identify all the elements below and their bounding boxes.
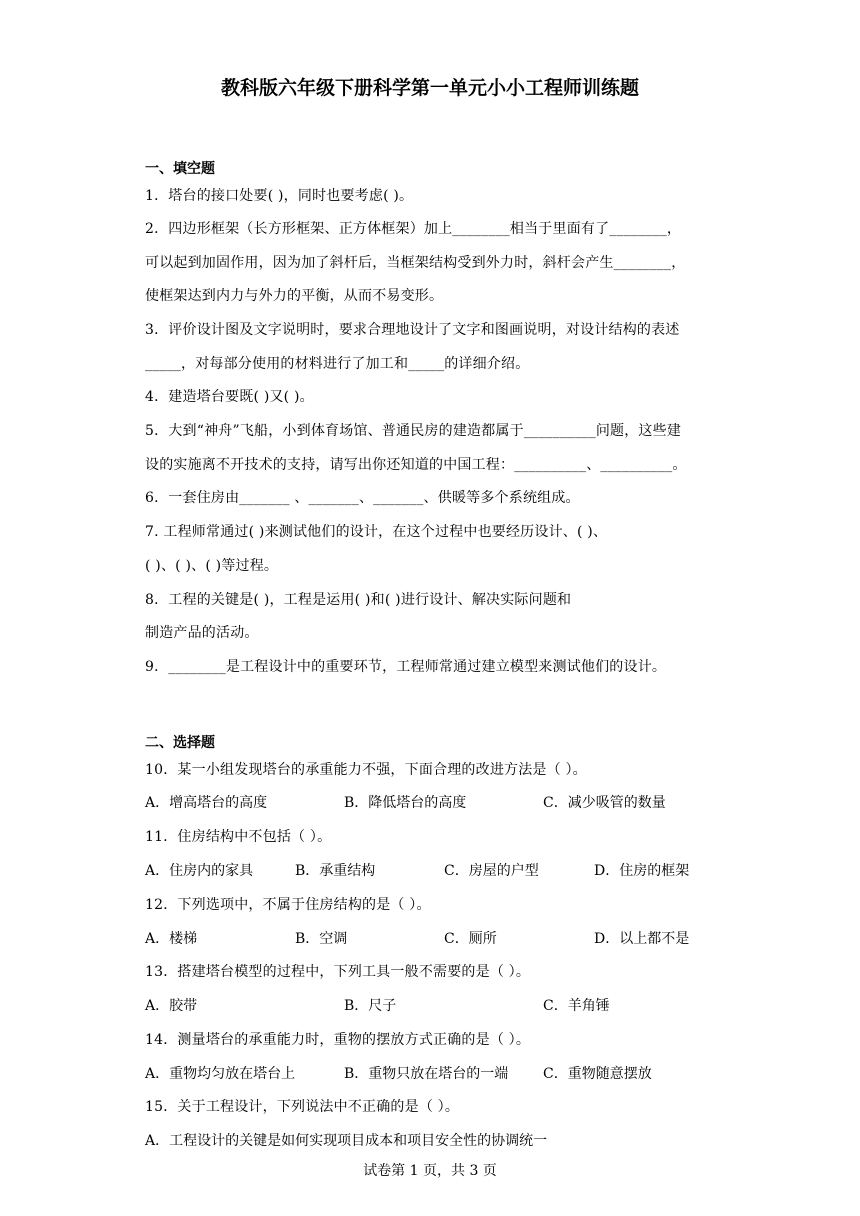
- question-line: ( )、( )、( )等过程。: [145, 558, 279, 574]
- page-footer: 试卷第 1 页，共 3 页: [363, 1163, 497, 1179]
- page-title: 教科版六年级下册科学第一单元小小工程师训练题: [220, 77, 639, 99]
- option[interactable]: A．增高塔台的高度: [145, 795, 268, 811]
- options-row: [145, 929, 715, 949]
- option[interactable]: A．住房内的家具: [145, 863, 254, 879]
- question-stem: 15．关于工程设计，下列说法中不正确的是（ ）。: [145, 1099, 460, 1115]
- option[interactable]: B．重物只放在塔台的一端: [344, 1066, 509, 1082]
- question-stem: 10．某一小组发现塔台的承重能力不强，下面合理的改进方法是（ ）。: [145, 762, 587, 778]
- question-stem: 11．住房结构中不包括（ ）。: [145, 829, 332, 845]
- options-row: [145, 861, 715, 881]
- question-line: 使框架达到内力与外力的平衡，从而不易变形。: [145, 288, 444, 304]
- question-line: 4．建造塔台要既( )又( )。: [145, 389, 314, 405]
- question-line: 3．评价设计图及文字说明时，要求合理地设计了文字和图画说明，对设计结构的表述: [145, 322, 680, 338]
- question-stem: 12．下列选项中，不属于住房结构的是（ ）。: [145, 897, 431, 913]
- option[interactable]: C．减少吸管的数量: [543, 795, 666, 811]
- option[interactable]: A．楼梯: [145, 931, 198, 947]
- options-row: [145, 793, 715, 813]
- option[interactable]: A．胶带: [145, 998, 198, 1014]
- options-row: [145, 996, 715, 1016]
- question-line: 8．工程的关键是( )，工程是运用( )和( )进行设计、解决实际问题和: [145, 592, 572, 608]
- question-line: 设的实施离不开技术的支持，请写出你还知道的中国工程：__________、__________。: [145, 457, 687, 473]
- section-heading-fill-in: 一、填空题: [145, 161, 215, 177]
- option[interactable]: B．承重结构: [295, 863, 376, 879]
- question-line: 5．大到“神舟”飞船，小到体育场馆、普通民房的建造都属于__________问题，这些建: [145, 423, 682, 439]
- question-line: 制造产品的活动。: [145, 625, 259, 641]
- option[interactable]: C．房屋的户型: [444, 863, 539, 879]
- options-row: [145, 1064, 715, 1084]
- question-line: 7. 工程师常通过( )来测试他们的设计，在这个过程中也要经历设计、( )、: [145, 524, 608, 540]
- option[interactable]: B．尺子: [344, 998, 397, 1014]
- option[interactable]: B．降低塔台的高度: [344, 795, 467, 811]
- option[interactable]: A．重物均匀放在塔台上: [145, 1066, 296, 1082]
- option[interactable]: C．重物随意摆放: [543, 1066, 652, 1082]
- question-stem: 14．测量塔台的承重能力时，重物的摆放方式正确的是（ ）。: [145, 1032, 531, 1048]
- section-heading-choice: 二、选择题: [145, 735, 215, 751]
- option[interactable]: D．以上都不是: [594, 931, 690, 947]
- options-row: [145, 1131, 715, 1151]
- question-line: 2．四边形框架（长方形框架、正方体框架）加上________相当于里面有了________，: [145, 221, 682, 237]
- option[interactable]: A．工程设计的关键是如何实现项目成本和项目安全性的协调统一: [145, 1133, 548, 1149]
- question-line: 6．一套住房由_______ 、_______、_______、供暖等多个系统组成。: [145, 490, 580, 506]
- question-line: 可以起到加固作用，因为加了斜杆后，当框架结构受到外力时，斜杆会产生________，: [145, 255, 686, 271]
- option[interactable]: B．空调: [295, 931, 348, 947]
- question-line: 9．________是工程设计中的重要环节，工程师常通过建立模型来测试他们的设计。: [145, 659, 667, 675]
- option[interactable]: C．厕所: [444, 931, 497, 947]
- option[interactable]: C．羊角锤: [543, 998, 610, 1014]
- question-line: _____，对每部分使用的材料进行了加工和_____的详细介绍。: [145, 356, 530, 372]
- question-line: 1．塔台的接口处要( )，同时也要考虑( )。: [145, 188, 414, 204]
- option[interactable]: D．住房的框架: [594, 863, 690, 879]
- question-stem: 13．搭建塔台模型的过程中，下列工具一般不需要的是（ ）。: [145, 964, 531, 980]
